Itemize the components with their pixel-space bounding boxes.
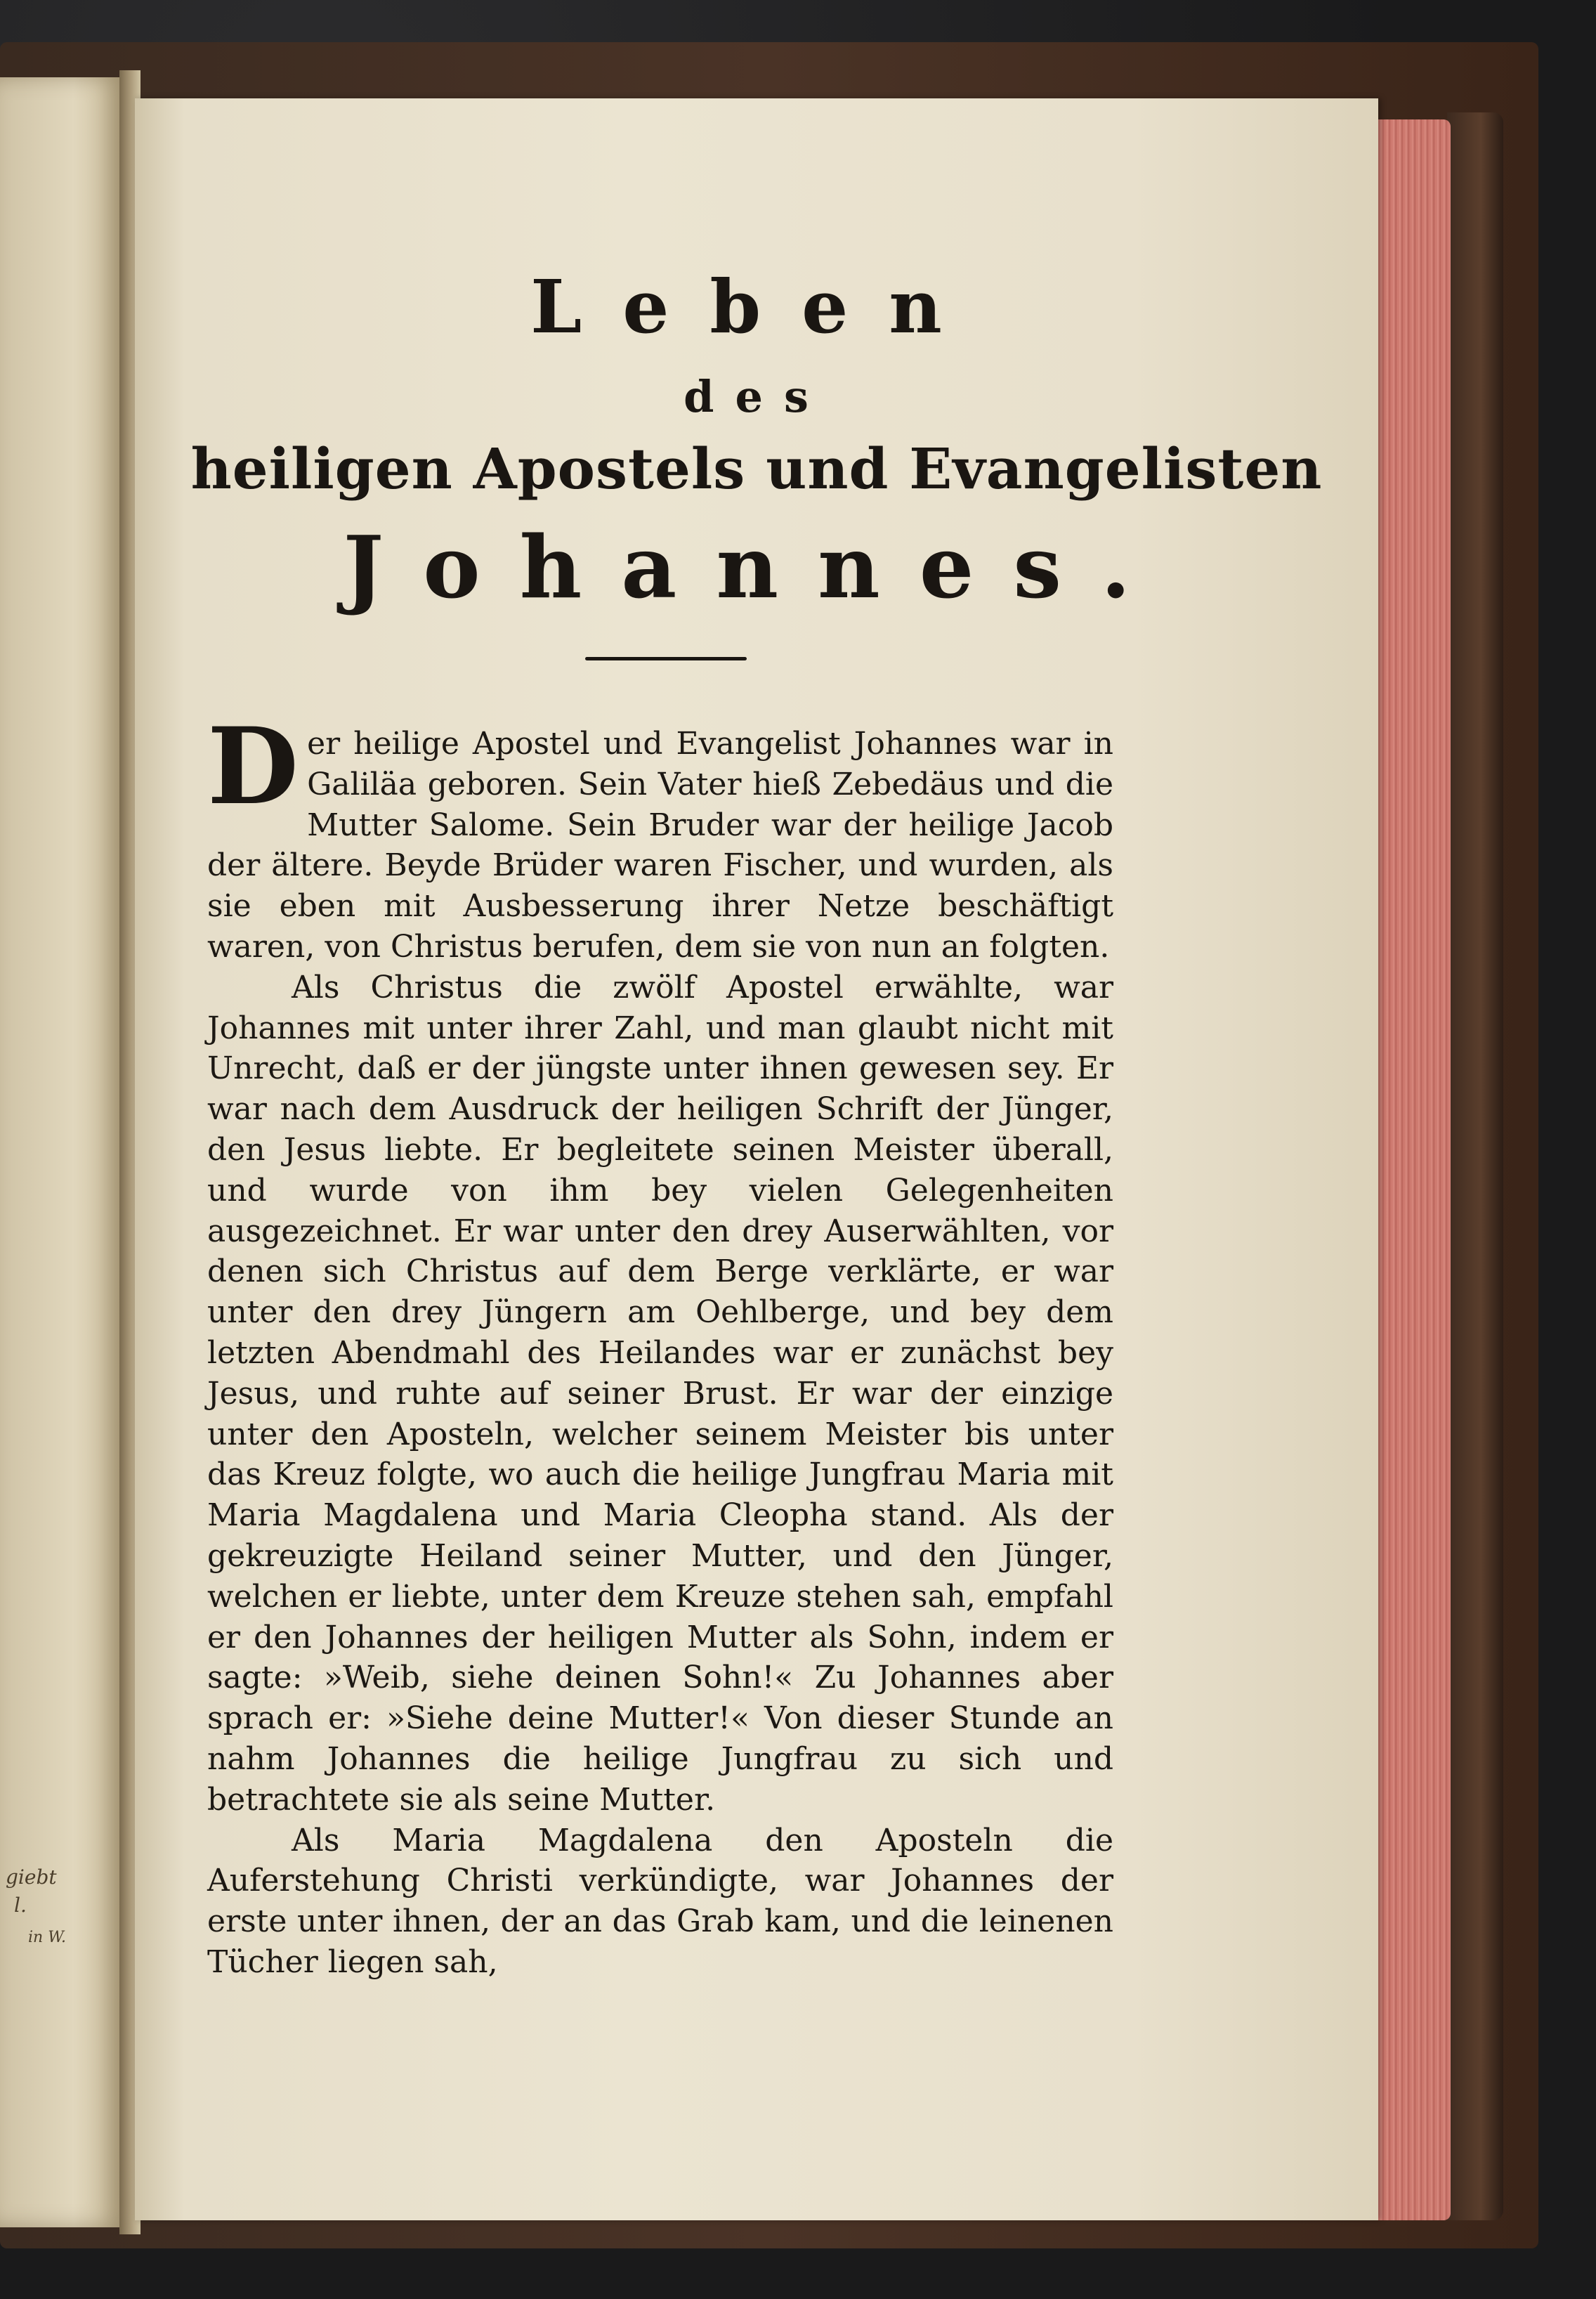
drop-cap: D	[207, 705, 299, 828]
cover-edge	[1447, 112, 1503, 2220]
paragraph-text: er heilige Apostel und Evangelist Johannes war in Galiläa geboren. Sein Vater hieß Zebedäus und die Mutter Salome. Sein Bruder war der heilige Jacob der ältere. Beyde Brüder waren Fischer, und wurden, als sie eben mit Ausbesserung ihrer Netze beschäftigt waren, von Christus berufen, dem sie von nun an folgten.	[207, 726, 1113, 965]
title-subtitle: heiligen Apostels und Evangelisten	[190, 436, 1323, 502]
page-fore-edge	[1366, 119, 1451, 2220]
body-text	[207, 705, 1113, 1983]
left-margin-note: giebt	[6, 1865, 57, 1889]
title-divider	[585, 657, 747, 660]
paragraph	[207, 705, 1113, 968]
title-des: des	[683, 371, 830, 422]
title-leben: Leben	[530, 263, 983, 350]
paragraph: Als Christus die zwölf Apostel erwählte, war Johannes mit unter ihrer Zahl, und man glaubt nicht mit Unrecht, daß er der jüngste unter ihnen gewesen sey. Er war nach dem Ausdruck der heiligen Schrift der Jünger, den Jesus liebte. Er begleitete seinen Meister überall, und wurde von ihm bey vielen Gelegenheiten ausgezeichnet. Er war unter den drey Auserwählten, vor denen sich Christus auf dem Berge verklärte, er war unter den drey Jüngern am Oehlberge, und bey dem letzten Abendmahl des Heilandes war er zunächst bey Jesus, und ruhte auf seiner Brust. Er war der einzige unter den Aposteln, welcher seinem Meister bis unter das Kreuz folgte, wo auch die heilige Jungfrau Maria mit Maria Magdalena und Maria Cleopha stand. Als der gekreuzigte Heiland seiner Mutter, und den Jünger, welchen er liebte, unter dem Kreuze stehen sah, empfahl er den Johannes der heiligen Mutter als Sohn, indem er sagte: »Weib, siehe deinen Sohn!« Zu Johannes aber sprach er: »Siehe deine Mutter!« Von dieser Stunde an nahm Johannes die heilige Jungfrau zu sich und betrachtete sie als seine Mutter.	[207, 969, 1113, 1818]
title-johannes: Johannes.	[343, 516, 1170, 618]
left-margin-note: in W.	[28, 1929, 66, 1946]
left-margin-note: l.	[14, 1894, 27, 1917]
left-page	[0, 77, 123, 2227]
paragraph: Als Maria Magdalena den Aposteln die Auferstehung Christi verkündigte, war Johannes der erste unter ihnen, der an das Grab kam, und die leinenen Tücher liegen sah,	[207, 1822, 1113, 1980]
